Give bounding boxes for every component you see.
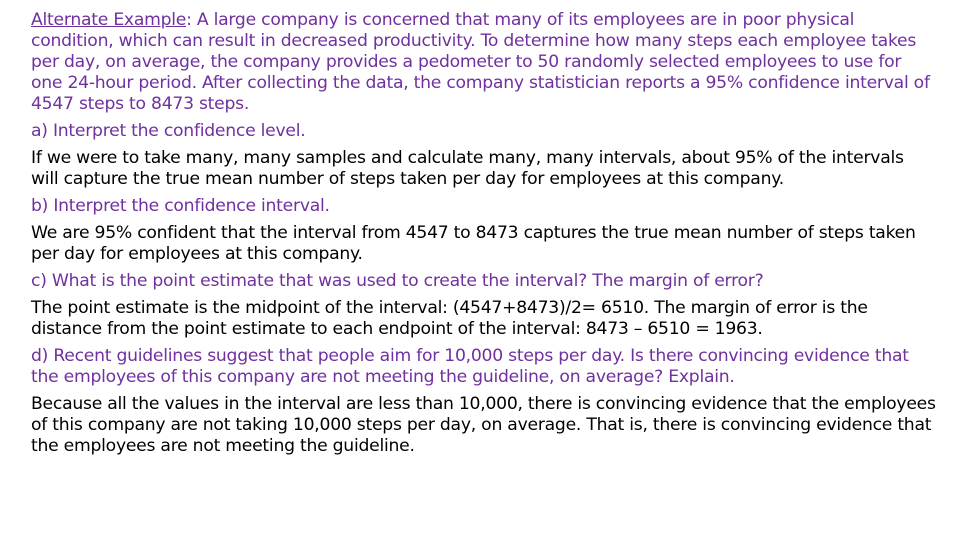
answer-d: Because all the values in the interval are less than 10,000, there is convincing evidence that the employees of this company are not taking 10,000 steps per day, on average. That is, there is convincing evidence that the employees are not meeting the guideline. (31, 394, 936, 456)
answer-a: If we were to take many, many samples and calculate many, many intervals, about 95% of the intervals will capture the true mean number of steps taken per day for employees at this company. (31, 148, 904, 189)
question-b: b) Interpret the confidence interval. (31, 196, 330, 216)
intro-paragraph (31, 10, 936, 115)
answer-b: We are 95% confident that the interval from 4547 to 8473 captures the true mean number of steps taken per day for employees at this company. (31, 223, 916, 264)
intro-text: : A large company is concerned that many of its employees are in poor physical condition, which can result in decreased productivity. To determine how many steps each employee takes per day, on average, the company provides a pedometer to 50 randomly selected employees to use for one 24-hour period. After collecting the data, the company statistician reports a 95% confidence interval of 4547 steps to 8473 steps. (31, 10, 930, 114)
question-c: c) What is the point estimate that was used to create the interval? The margin of error? (31, 271, 764, 291)
intro-label: Alternate Example (31, 10, 187, 30)
question-d: d) Recent guidelines suggest that people aim for 10,000 steps per day. Is there convincing evidence that the employees of this company are not meeting the guideline, on average? Explain. (31, 346, 909, 387)
question-a: a) Interpret the confidence level. (31, 121, 306, 141)
slide-content (31, 10, 936, 457)
answer-c: The point estimate is the midpoint of the interval: (4547+8473)/2= 6510. The margin of error is the distance from the point estimate to each endpoint of the interval: 8473 – 6510 = 1963. (31, 298, 868, 339)
